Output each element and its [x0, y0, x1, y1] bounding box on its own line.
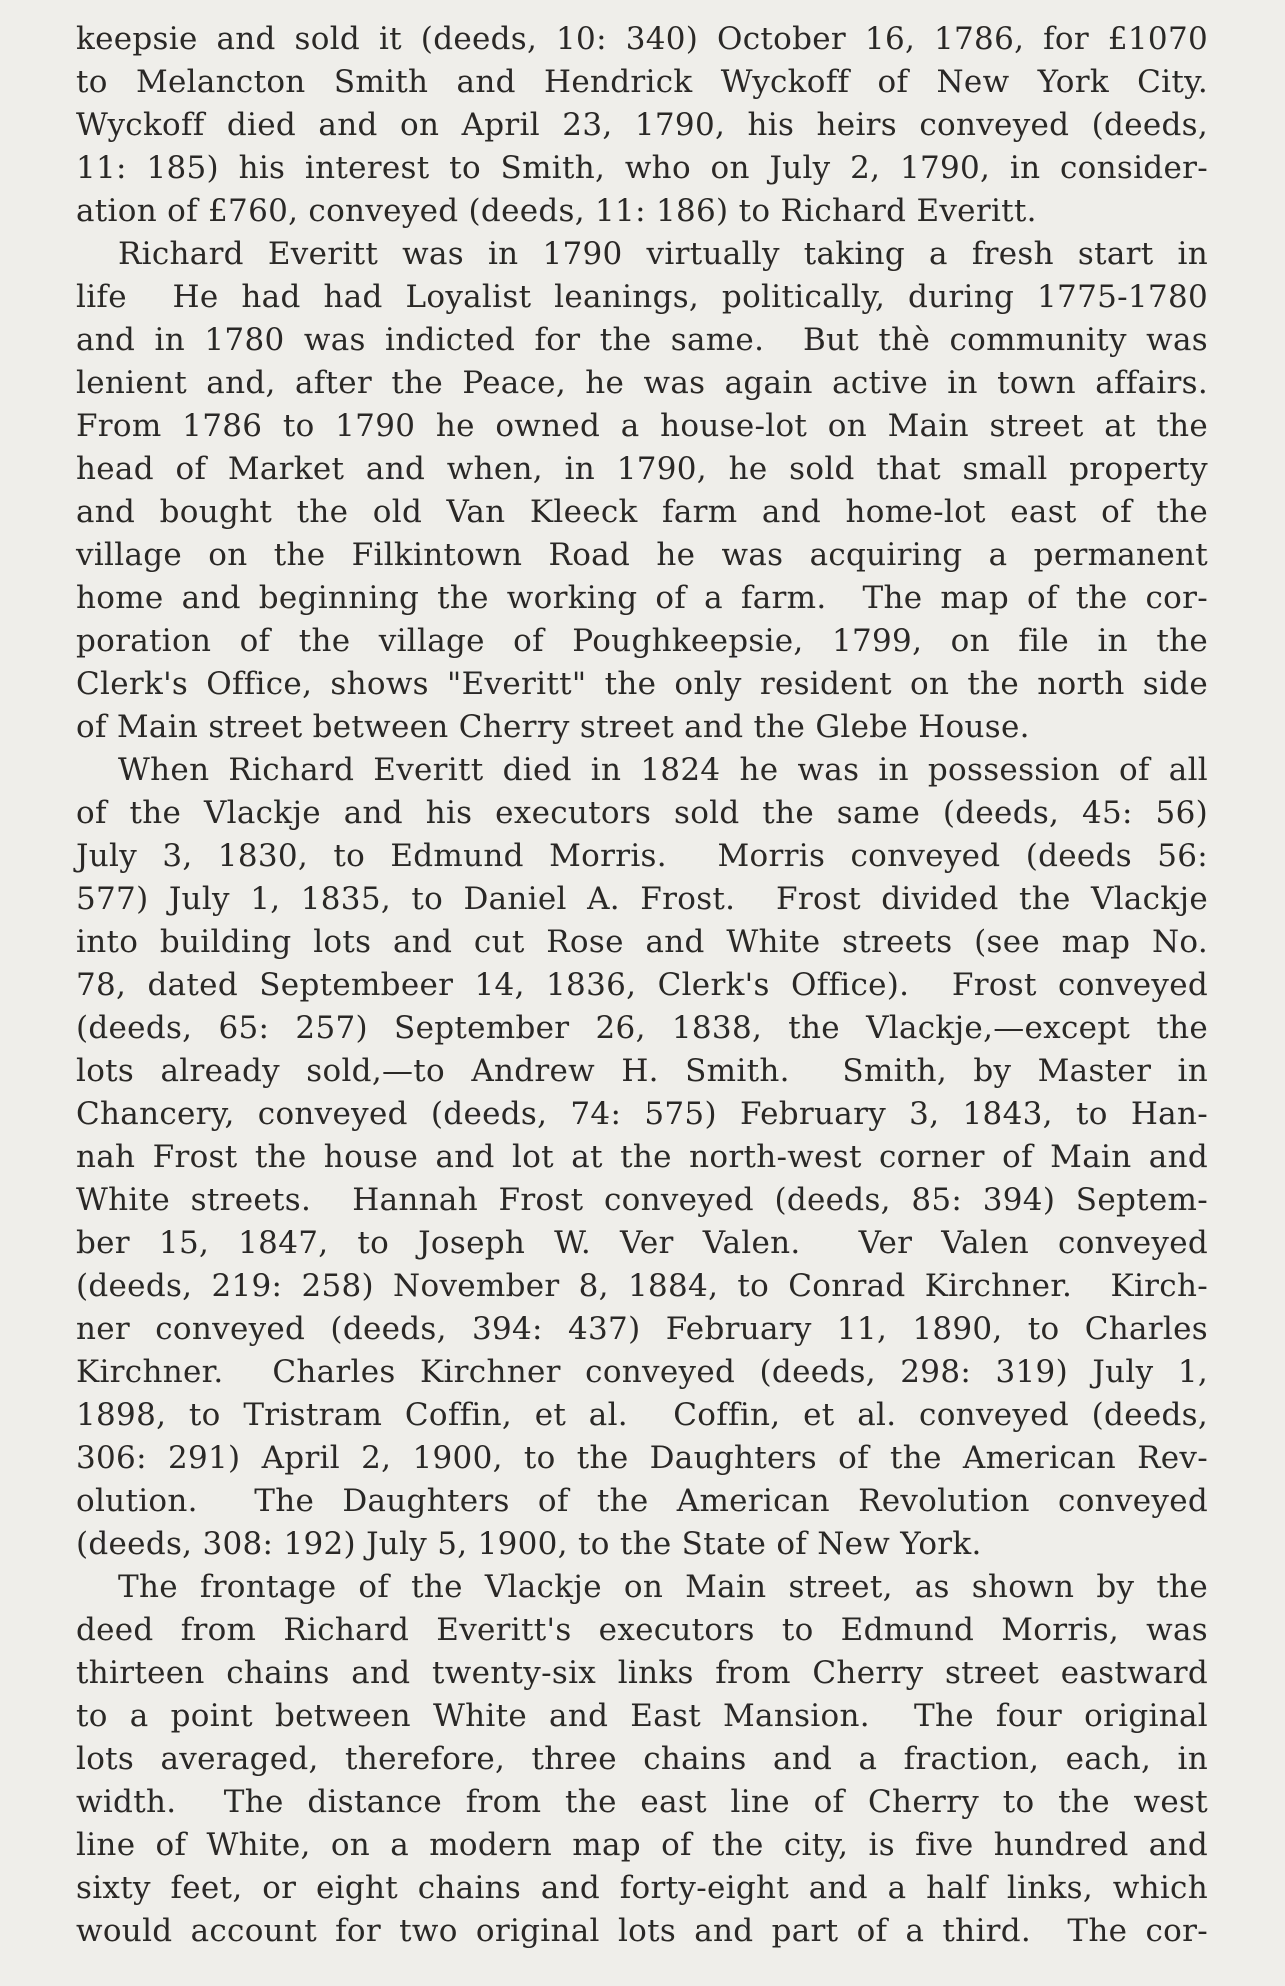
text-line-3: Wyckoff died and on April 23, 1790, his heirs conveyed (deeds, [76, 107, 1208, 143]
text-line-9: lenient and, after the Peace, he was again active in town affairs. [76, 365, 1208, 401]
text-line-18: When Richard Everitt died in 1824 he was in possession of all [118, 752, 1208, 788]
text-line-26: Chancery, conveyed (deeds, 74: 575) February 3, 1843, to Han- [76, 1096, 1208, 1132]
text-line-36: (deeds, 308: 192) July 5, 1900, to the State of New York. [76, 1526, 982, 1562]
text-line-11: head of Market and when, in 1790, he sold that small property [76, 451, 1208, 487]
text-line-31: ner conveyed (deeds, 394: 437) February 11, 1890, to Charles [76, 1311, 1208, 1347]
text-line-7: life He had had Loyalist leanings, politically, during 1775-1780 [76, 279, 1208, 315]
text-line-37: The frontage of the Vlackje on Main street, as shown by the [118, 1569, 1208, 1605]
text-line-10: From 1786 to 1790 he owned a house-lot on Main street at the [76, 408, 1208, 444]
text-line-20: July 3, 1830, to Edmund Morris. Morris conveyed (deeds 56: [76, 838, 1208, 874]
text-line-38: deed from Richard Everitt's executors to Edmund Morris, was [76, 1612, 1208, 1648]
text-line-13: village on the Filkintown Road he was acquiring a permanent [76, 537, 1208, 573]
text-line-33: 1898, to Tristram Coffin, et al. Coffin, et al. conveyed (deeds, [76, 1397, 1208, 1433]
text-line-39: thirteen chains and twenty-six links from Cherry street eastward [76, 1655, 1208, 1691]
text-line-14: home and beginning the working of a farm. The map of the cor- [76, 580, 1208, 616]
text-line-16: Clerk's Office, shows "Everitt" the only resident on the north side [76, 666, 1208, 702]
text-line-32: Kirchner. Charles Kirchner conveyed (deeds, 298: 319) July 1, [76, 1354, 1208, 1390]
text-line-4: 11: 185) his interest to Smith, who on July 2, 1790, in consider- [76, 150, 1208, 186]
text-line-24: (deeds, 65: 257) September 26, 1838, the Vlackje,—except the [76, 1010, 1208, 1046]
text-line-44: sixty feet, or eight chains and forty-eight and a half links, which [76, 1870, 1208, 1906]
text-line-5: ation of £760, conveyed (deeds, 11: 186) to Richard Everitt. [76, 193, 1037, 229]
text-line-25: lots already sold,—to Andrew H. Smith. Smith, by Master in [76, 1053, 1208, 1089]
text-line-40: to a point between White and East Mansion. The four original [76, 1698, 1208, 1734]
text-line-41: lots averaged, therefore, three chains and a fraction, each, in [76, 1741, 1208, 1777]
text-line-19: of the Vlackje and his executors sold the same (deeds, 45: 56) [76, 795, 1208, 831]
text-line-6: Richard Everitt was in 1790 virtually taking a fresh start in [118, 236, 1208, 272]
text-line-45: would account for two original lots and part of a third. The cor- [76, 1913, 1208, 1949]
text-line-8: and in 1780 was indicted for the same. But thè community was [76, 322, 1208, 358]
text-line-21: 577) July 1, 1835, to Daniel A. Frost. Frost divided the Vlackje [76, 881, 1208, 917]
text-line-17: of Main street between Cherry street and the Glebe House. [76, 709, 1030, 745]
text-line-42: width. The distance from the east line of Cherry to the west [76, 1784, 1208, 1820]
text-line-15: poration of the village of Poughkeepsie, 1799, on file in the [76, 623, 1208, 659]
text-line-28: White streets. Hannah Frost conveyed (deeds, 85: 394) Septem- [76, 1182, 1208, 1218]
text-line-12: and bought the old Van Kleeck farm and home-lot east of the [76, 494, 1208, 530]
text-line-29: ber 15, 1847, to Joseph W. Ver Valen. Ver Valen conveyed [76, 1225, 1208, 1261]
text-line-22: into building lots and cut Rose and White streets (see map No. [76, 924, 1208, 960]
text-line-35: olution. The Daughters of the American Revolution conveyed [76, 1483, 1208, 1519]
text-line-27: nah Frost the house and lot at the north-west corner of Main and [76, 1139, 1208, 1175]
text-line-23: 78, dated Septembeer 14, 1836, Clerk's Office). Frost conveyed [76, 967, 1208, 1003]
text-line-43: line of White, on a modern map of the city, is five hundred and [76, 1827, 1208, 1863]
text-line-30: (deeds, 219: 258) November 8, 1884, to Conrad Kirchner. Kirch- [76, 1268, 1208, 1304]
text-block [76, 18, 1208, 1953]
text-line-1: keepsie and sold it (deeds, 10: 340) October 16, 1786, for £1070 [76, 21, 1208, 57]
text-line-34: 306: 291) April 2, 1900, to the Daughters of the American Rev- [76, 1440, 1208, 1476]
text-line-2: to Melancton Smith and Hendrick Wyckoff of New York City. [76, 64, 1208, 100]
